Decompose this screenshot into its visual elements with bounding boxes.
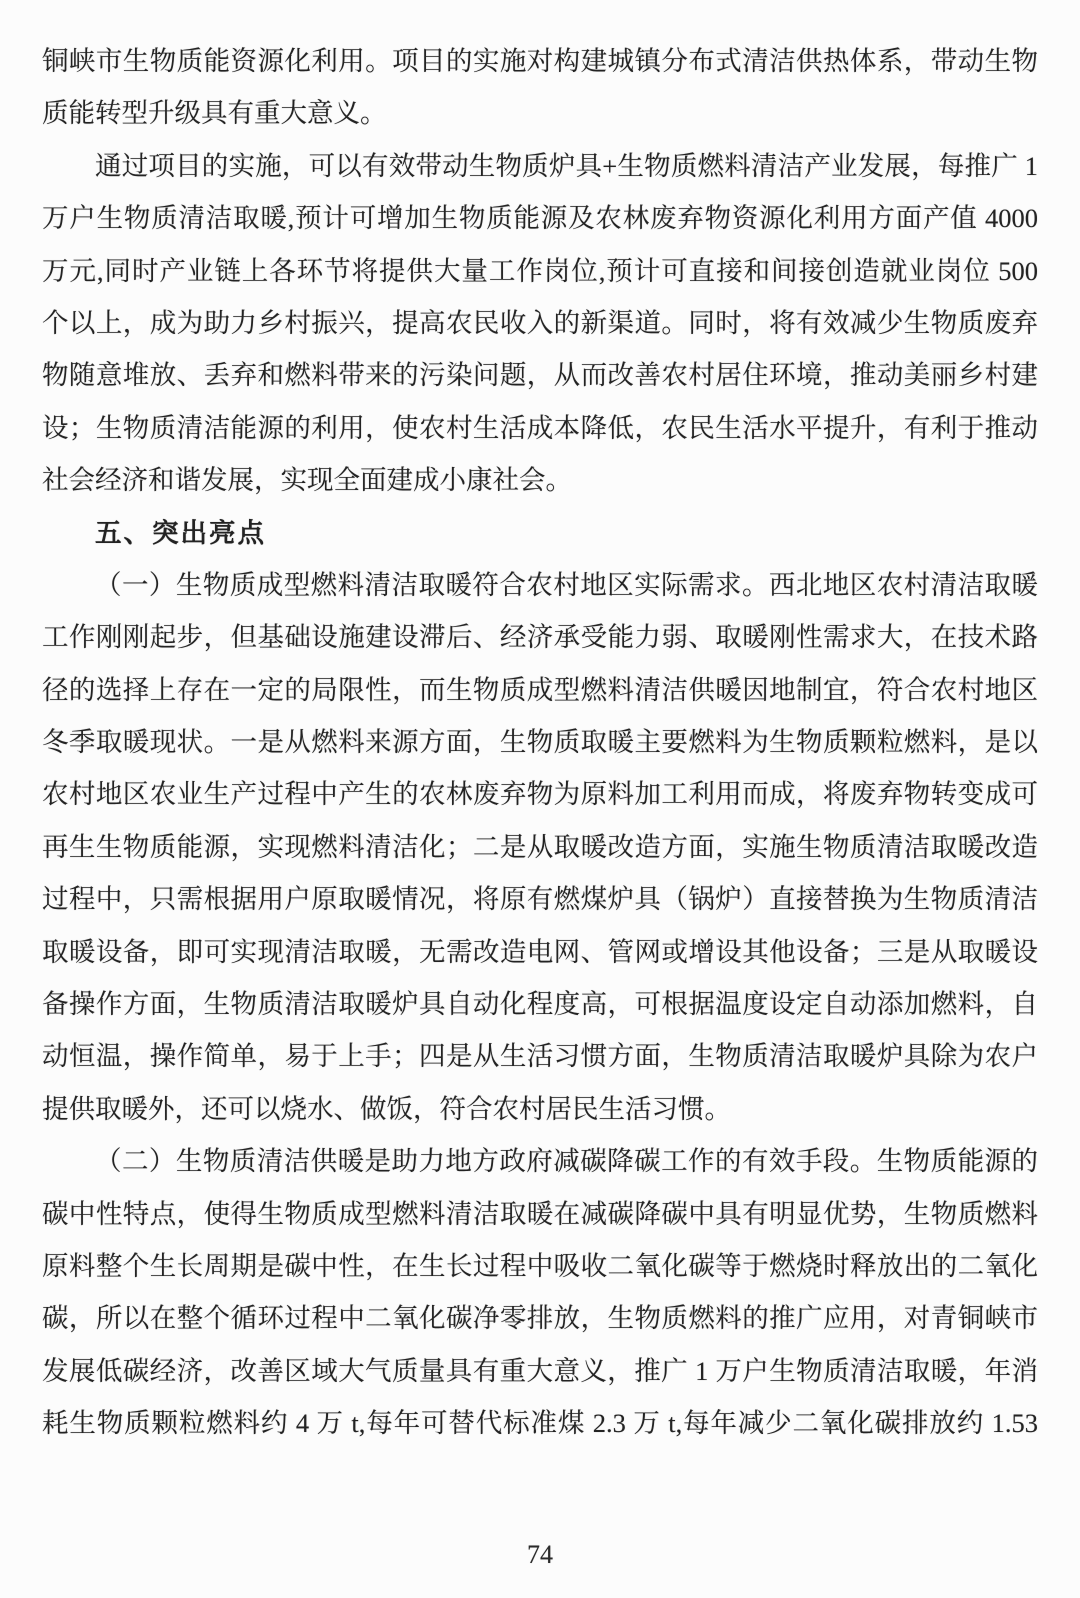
text-line: 再生生物质能源，实现燃料清洁化；二是从取暖改造方面，实施生物质清洁取暖改造 bbox=[42, 831, 1038, 862]
text-line: （二）生物质清洁供暖是助力地方政府减碳降碳工作的有效手段。生物质能源的 bbox=[95, 1146, 1038, 1177]
text-line: 备操作方面，生物质清洁取暖炉具自动化程度高，可根据温度设定自动添加燃料，自 bbox=[42, 989, 1038, 1020]
text-line: 取暖设备，即可实现清洁取暖，无需改造电网、管网或增设其他设备；三是从取暖设 bbox=[42, 936, 1038, 967]
paragraph bbox=[42, 140, 1038, 507]
text-line: 耗生物质颗粒燃料约 4 万 t,每年可替代标准煤 2.3 万 t,每年减少二氧化碳排放约 1.53 bbox=[42, 1408, 1038, 1439]
text-line: 农村地区农业生产过程中产生的农林废弃物为原料加工利用而成，将废弃物转变成可 bbox=[42, 779, 1038, 810]
text-line: 工作刚刚起步，但基础设施建设滞后、经济承受能力弱、取暖刚性需求大，在技术路 bbox=[42, 622, 1038, 653]
text-line: 质能转型升级具有重大意义。 bbox=[42, 98, 387, 129]
text-line: 冬季取暖现状。一是从燃料来源方面，生物质取暖主要燃料为生物质颗粒燃料，是以 bbox=[42, 727, 1038, 758]
paragraph bbox=[42, 35, 1038, 140]
page-body bbox=[42, 35, 1038, 1450]
text-line: 铜峡市生物质能资源化利用。项目的实施对构建城镇分布式清洁供热体系，带动生物 bbox=[42, 46, 1038, 76]
paragraph bbox=[42, 1135, 1038, 1449]
text-line: 社会经济和谐发展，实现全面建成小康社会。 bbox=[42, 465, 572, 496]
text-line: 提供取暖外，还可以烧水、做饭，符合农村居民生活习惯。 bbox=[42, 1093, 731, 1124]
text-line: 径的选择上存在一定的局限性，而生物质成型燃料清洁供暖因地制宜，符合农村地区 bbox=[42, 674, 1038, 705]
text-line: （一）生物质成型燃料清洁取暖符合农村地区实际需求。西北地区农村清洁取暖 bbox=[95, 569, 1038, 600]
text-line: 动恒温，操作简单，易于上手；四是从生活习惯方面，生物质清洁取暖炉具除为农户 bbox=[42, 1041, 1038, 1072]
text-line: 通过项目的实施，可以有效带动生物质炉具+生物质燃料清洁产业发展，每推广 1 bbox=[95, 150, 1038, 181]
text-line: 发展低碳经济，改善区域大气质量具有重大意义，推广 1 万户生物质清洁取暖，年消 bbox=[42, 1355, 1038, 1386]
text-line: 碳中性特点，使得生物质成型燃料清洁取暖在减碳降碳中具有明显优势，生物质燃料 bbox=[42, 1198, 1038, 1229]
page-footer bbox=[0, 1540, 1080, 1570]
text-line: 物随意堆放、丢弃和燃料带来的污染问题，从而改善农村居住环境，推动美丽乡村建 bbox=[42, 360, 1038, 391]
page-number: 74 bbox=[527, 1540, 553, 1569]
text-line: 个以上，成为助力乡村振兴，提高农民收入的新渠道。同时，将有效减少生物质废弃 bbox=[42, 307, 1038, 338]
paragraph bbox=[42, 559, 1038, 1135]
text-line: 万元,同时产业链上各环节将提供大量工作岗位,预计可直接和间接创造就业岗位 500 bbox=[42, 255, 1038, 286]
text-line: 过程中，只需根据用户原取暖情况，将原有燃煤炉具（锅炉）直接替换为生物质清洁 bbox=[42, 884, 1038, 915]
text-line: 设；生物质清洁能源的利用，使农村生活成本降低，农民生活水平提升，有利于推动 bbox=[42, 412, 1038, 443]
text-line: 万户生物质清洁取暖,预计可增加生物质能源及农林废弃物资源化利用方面产值 4000 bbox=[42, 203, 1038, 234]
text-line: 原料整个生长周期是碳中性，在生长过程中吸收二氧化碳等于燃烧时释放出的二氧化 bbox=[42, 1250, 1038, 1281]
text-line: 碳，所以在整个循环过程中二氧化碳净零排放，生物质燃料的推广应用，对青铜峡市 bbox=[42, 1303, 1038, 1334]
section-heading: 五、突出亮点 bbox=[95, 517, 266, 548]
